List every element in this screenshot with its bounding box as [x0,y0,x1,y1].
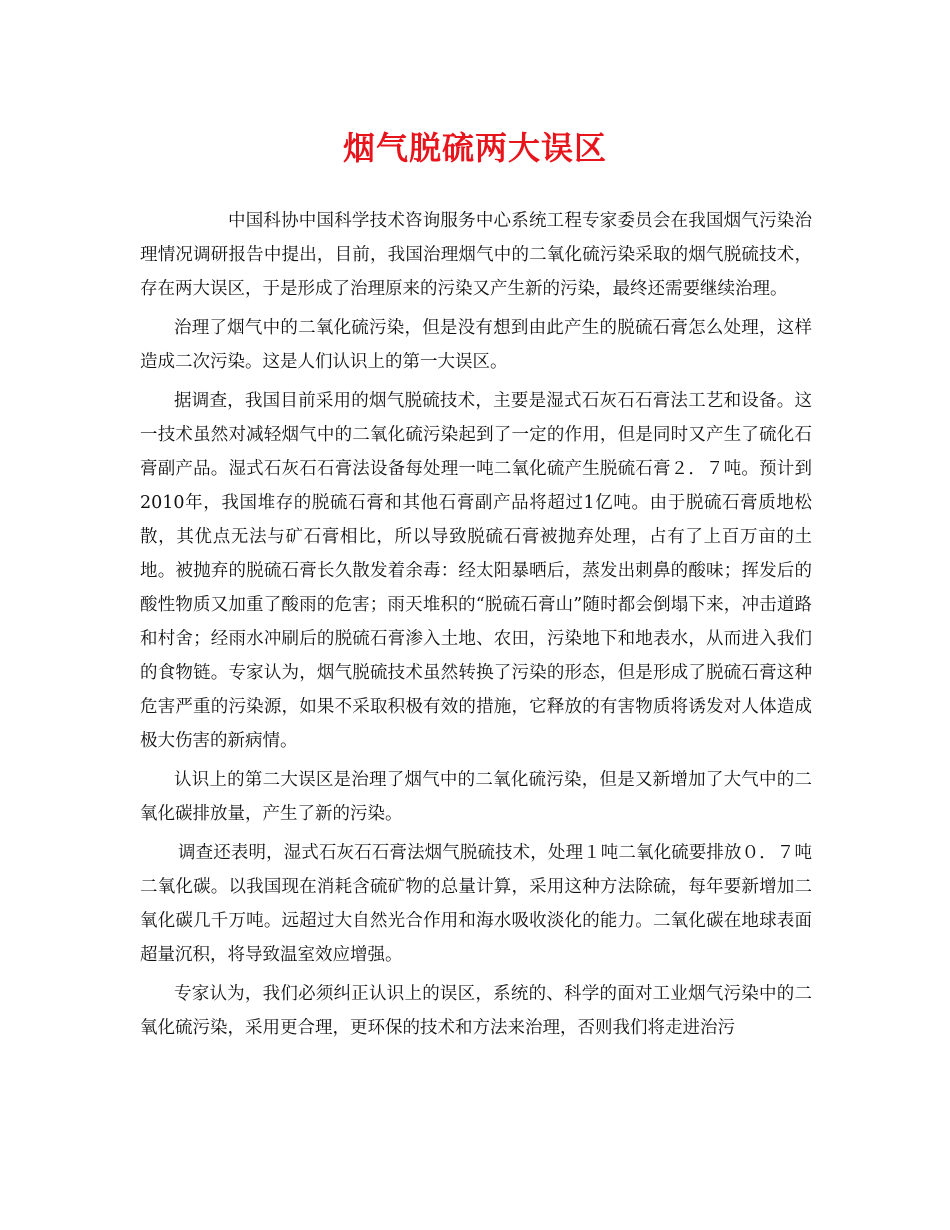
paragraph-survey: 据调查，我国目前采用的烟气脱硫技术，主要是湿式石灰石石膏法工艺和设备。这一技术虽然对减轻烟气中的二氧化硫污染起到了一定的作用，但是同时又产生了硫化石膏副产品。湿式石灰石石膏法设备每处理一吨二氧化硫产生脱硫石膏２．７吨。预计到2010年，我国堆存的脱硫石膏和其他石膏副产品将超过1亿吨。由于脱硫石膏质地松散，其优点无法与矿石膏相比，所以导致脱硫石膏被抛弃处理，占有了上百万亩的土地。被抛弃的脱硫石膏长久散发着余毒：经太阳暴晒后，蒸发出刺鼻的酸味；挥发后的酸性物质又加重了酸雨的危害；雨天堆积的“脱硫石膏山”随时都会倒塌下来，冲击道路和村舍；经雨水冲刷后的脱硫石膏渗入土地、农田，污染地下和地表水，从而进入我们的食物链。专家认为，烟气脱硫技术虽然转换了污染的形态，但是形成了脱硫石膏这种危害严重的污染源，如果不采取积极有效的措施，它释放的有害物质将诱发对人体造成极大伤害的新病情。 [140,391,812,751]
paragraph-second-misconception: 认识上的第二大误区是治理了烟气中的二氧化硫污染，但是又新增加了大气中的二氧化碳排放量，产生了新的污染。 [140,770,812,824]
paragraph-first-misconception: 治理了烟气中的二氧化硫污染，但是没有想到由此产生的脱硫石膏怎么处理，这样造成二次污染。这是人们认识上的第一大误区。 [140,318,812,372]
document-body [140,204,812,1050]
paragraph-intro: 中国科协中国科学技术咨询服务中心系统工程专家委员会在我国烟气污染治理情况调研报告中提出，目前，我国治理烟气中的二氧化硫污染采取的烟气脱硫技术，存在两大误区，于是形成了治理原来的污染又产生新的污染，最终还需要继续治理。 [140,211,812,299]
paragraph-survey-co2: 调查还表明，湿式石灰石石膏法烟气脱硫技术，处理１吨二氧化硫要排放０．７吨二氧化碳。以我国现在消耗含硫矿物的总量计算，采用这种方法除硫，每年要新增加二氧化碳几千万吨。远超过大自然光合作用和海水吸收淡化的能力。二氧化碳在地球表面超量沉积，将导致温室效应增强。 [140,843,812,965]
document-title: 烟气脱硫两大误区 [342,129,607,167]
paragraph-expert-conclusion: 专家认为，我们必须纠正认识上的误区，系统的、科学的面对工业烟气污染中的二氧化硫污染，采用更合理，更环保的技术和方法来治理，否则我们将走进治污 [140,984,812,1038]
